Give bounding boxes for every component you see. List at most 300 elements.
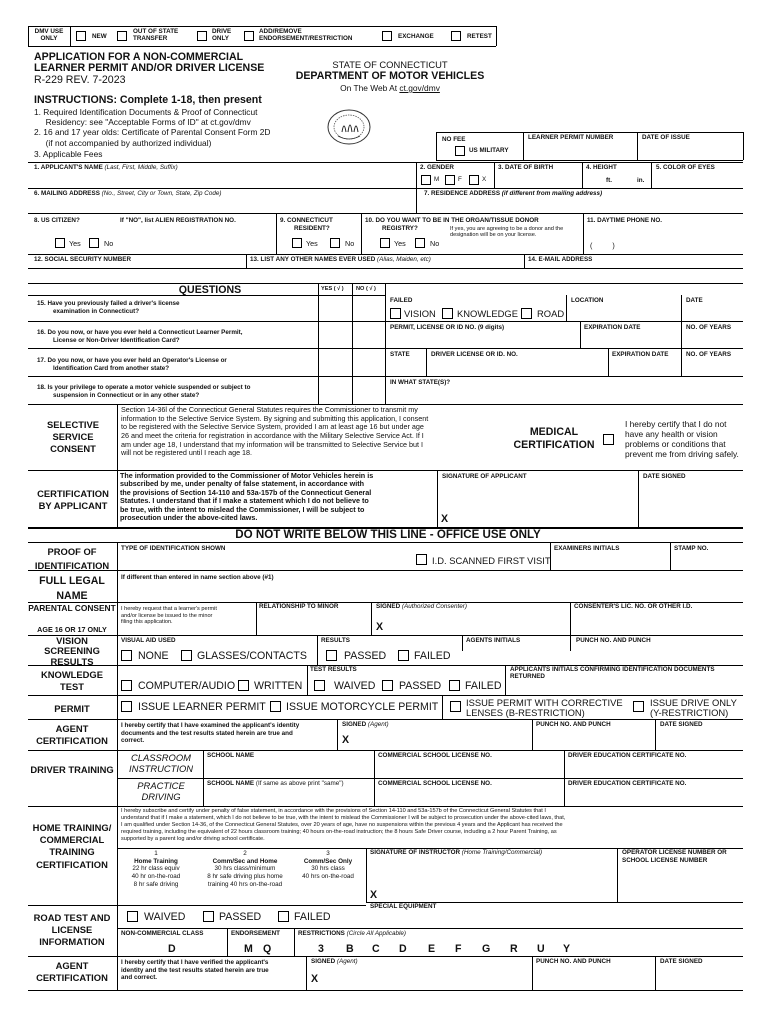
driver-license-id-label: DRIVER LICENSE OR ID. NO. [431, 351, 518, 358]
school-name-text: SCHOOL NAME [207, 780, 255, 787]
cert-line: prosecution under the above-cited laws. [120, 513, 258, 523]
issue-drive-only-line1: ISSUE DRIVE ONLY [650, 697, 737, 708]
class-d[interactable]: D [168, 943, 176, 955]
divider [532, 719, 533, 750]
gender-f-checkbox[interactable] [445, 175, 455, 185]
endorsement-m[interactable]: M [244, 943, 253, 955]
operator-license-label: OPERATOR LICENSE NUMBER OR [622, 849, 727, 856]
applicants-initials-label: APPLICANTS INITIALS CONFIRMING IDENTIFICATION DOCUMENTS RETURNED [510, 666, 715, 680]
endorsement-q[interactable]: Q [263, 943, 272, 955]
school-license-number-label: SCHOOL LICENSE NUMBER [622, 857, 708, 864]
f1-hint: (Last, First, Middle, Suffix) [104, 164, 178, 171]
driver-training-label: DRIVER TRAINING [30, 764, 114, 775]
restriction-y[interactable]: Y [563, 943, 571, 955]
agent-signature-x[interactable]: X [342, 734, 350, 746]
divider [70, 26, 71, 46]
row-border [28, 570, 743, 571]
examiners-initials-label: EXAMINERS INITIALS [554, 545, 620, 552]
date-of-issue-label: DATE OF ISSUE [642, 134, 690, 141]
divider [608, 348, 609, 376]
road-passed-label: PASSED [219, 911, 262, 923]
gender-x-label: X [482, 176, 487, 183]
medical-line: prevent me from driving safely. [625, 449, 739, 460]
daytime-phone-label: 11. DAYTIME PHONE NO. [587, 217, 662, 224]
home-col-line: 2 [243, 850, 247, 857]
agent-cert2-line: and correct. [121, 974, 158, 982]
same-hint: (If same as above print "same") [255, 780, 344, 787]
agent2-signature-x[interactable]: X [311, 973, 319, 985]
knowledge-waived-checkbox[interactable] [314, 680, 325, 691]
banner-bottom [28, 542, 743, 543]
restrictions-label [298, 931, 406, 938]
row-border [28, 162, 743, 163]
glasses-label: GLASSES/CONTACTS [197, 650, 307, 662]
expiration-date-label-2: EXPIRATION DATE [612, 351, 669, 358]
agent2-date-signed-label: DATE SIGNED [660, 958, 703, 965]
restriction-u[interactable]: U [537, 943, 545, 955]
divider [306, 956, 307, 990]
new-checkbox[interactable] [76, 31, 86, 41]
citizen-yes-label: Yes [69, 239, 81, 248]
failed-road-checkbox[interactable] [521, 308, 532, 319]
home-training-label: HOME TRAINING/ COMMERCIAL TRAINING CERTIFICATION [32, 822, 112, 870]
retest-label: RETEST [467, 33, 492, 40]
home-col-line: training 40 hrs on-the-road [207, 880, 283, 888]
issue-corrective-line2: LENSES (B-RESTRICTION) [466, 707, 585, 718]
written-checkbox[interactable] [238, 680, 249, 691]
form-title-2: LEARNER PERMIT AND/OR DRIVER LICENSE [34, 62, 265, 74]
failed-vision-checkbox[interactable] [390, 308, 401, 319]
row-border [28, 268, 743, 269]
row-border [28, 750, 743, 751]
knowledge-passed-checkbox[interactable] [382, 680, 393, 691]
parental-signature-x[interactable]: X [376, 621, 384, 633]
vision-none-checkbox[interactable] [121, 650, 132, 661]
row-border [28, 695, 743, 696]
gender-x-checkbox[interactable] [469, 175, 479, 185]
road-waived-checkbox[interactable] [127, 911, 138, 922]
computer-audio-checkbox[interactable] [121, 680, 132, 691]
sig-instructor-text: SIGNATURE OF INSTRUCTOR [370, 849, 461, 856]
citizen-yes-checkbox[interactable] [55, 238, 65, 248]
state-label: STATE [390, 351, 410, 358]
divider [651, 162, 652, 188]
agent-hint: (Agent) [367, 721, 389, 728]
permit-license-id-label: PERMIT, LICENSE OR ID NO. (9 digits) [390, 324, 505, 331]
classroom-instruction-label: CLASSROOM INSTRUCTION [128, 752, 194, 774]
height-label: 4. HEIGHT [586, 164, 617, 171]
ct-resident-label-1: 9. CONNECTICUT [280, 217, 333, 224]
driver-ed-cert-label-2: DRIVER EDUCATION CERTIFICATE NO. [568, 780, 687, 787]
divider [638, 470, 639, 527]
practice-driving-label: PRACTICE DRIVING [137, 780, 185, 802]
divider [523, 132, 524, 160]
question-15-line1: 15. Have you previously failed a driver's license [37, 300, 180, 307]
special-equipment-label: SPECIAL EQUIPMENT [370, 903, 437, 910]
divider [743, 132, 744, 160]
office-use-banner: DO NOT WRITE BELOW THIS LINE - OFFICE USE ONLY [235, 528, 541, 541]
date-label: DATE [686, 297, 703, 304]
home-text-line: I am qualified under Section 14-36, of the Connecticut General Statutes, over 20 years of age, have no suspensions within the previous 4 years and the Applicant has received the [121, 821, 563, 828]
organ-donor-label-1: 10. DO YOU WANT TO BE IN THE ORGAN/TISSUE DONOR [365, 217, 539, 224]
home-text-line: I hereby subscribe and certify under penalty of false statement, in accordance with the provisions of Section 14-110 and 53a-157b of the Connecticut General Statutes that I [121, 808, 546, 814]
no-of-years-label: NO. OF YEARS [686, 324, 732, 331]
school-name-label: SCHOOL NAME [207, 752, 255, 759]
home-text-line: understand that if I make a statement, which I do not believe to be true, with the intent to mislead the Commissioner I will be subject to prosecution under the above-cited laws, that, [121, 814, 566, 821]
website-line [300, 84, 480, 93]
drive-only-checkbox[interactable] [197, 31, 207, 41]
selective-line: information to the Selective Service System. By signing and submitting this application, I consent [121, 413, 429, 423]
divider [385, 283, 386, 404]
resident-yes-checkbox[interactable] [292, 238, 302, 248]
f13-text: 13. LIST ANY OTHER NAMES EVER USED [250, 256, 376, 263]
bottom-border [28, 990, 743, 991]
signed-text: SIGNED [342, 721, 367, 728]
website-link[interactable]: ct.gov/dmv [399, 83, 440, 93]
selective-line: Section 14-36l of the Connecticut General Statutes requires the Commissioner to transmit my [121, 405, 418, 414]
failed-label: FAILED [390, 297, 413, 304]
f6-hint: (No., Street, City or Town, State, Zip Code) [101, 190, 222, 197]
divider [117, 404, 118, 527]
divider [318, 283, 319, 404]
agent-certification-2-label: AGENT CERTIFICATION [36, 960, 108, 984]
divider [246, 254, 247, 268]
website-prefix: On The Web At [340, 83, 400, 93]
knowledge-waived-label: WAIVED [334, 680, 376, 692]
medical-line: problems or conditions that [625, 439, 726, 450]
instruction-line: (if not accompanied by authorized individual) [34, 138, 212, 148]
divider [416, 162, 417, 188]
divider [307, 665, 308, 695]
agent2-signed-label [311, 959, 358, 966]
divider [227, 928, 228, 956]
out-of-state-label: OUT OF STATE TRANSFER [133, 28, 179, 42]
restriction-f[interactable]: F [455, 943, 462, 955]
divider [583, 213, 584, 254]
visual-aid-label: VISUAL AID USED [121, 637, 176, 644]
restriction-e[interactable]: E [428, 943, 436, 955]
id-scanned-checkbox[interactable] [416, 554, 427, 565]
divider [494, 162, 495, 188]
knowledge-failed-checkbox[interactable] [449, 680, 460, 691]
home-col-line: 30 hrs class/minimum [214, 865, 276, 873]
home-col-3 [292, 850, 364, 881]
issue-learner-label: ISSUE LEARNER PERMIT [138, 701, 266, 713]
medical-certification-checkbox[interactable] [603, 434, 614, 445]
donor-no-checkbox[interactable] [415, 238, 425, 248]
us-military-label: US MILITARY [469, 147, 509, 154]
department-name: DEPARTMENT OF MOTOR VEHICLES [295, 70, 485, 82]
divider [566, 295, 567, 321]
knowledge-test-label: KNOWLEDGE TEST [41, 669, 103, 693]
f13-hint: (Alias, Maiden, etc) [377, 256, 431, 263]
selective-line: to be registered with the Selective Service System, provided I am at least age 16 but under age [121, 422, 424, 432]
f7-text: 7. RESIDENCE ADDRESS [424, 190, 501, 197]
donor-yes-checkbox[interactable] [380, 238, 390, 248]
restriction-b[interactable]: B [346, 943, 354, 955]
question-18-line1: 18. Is your privilege to operate a motor vehicle suspended or subject to [37, 384, 251, 391]
top-border [28, 26, 496, 27]
row-border [28, 188, 743, 189]
medical-label-2: CERTIFICATION [513, 439, 595, 451]
divider [361, 213, 362, 254]
home-col-line: 30 hrs class [311, 865, 345, 873]
home-text-line: required training, including the equivalent of 22 hours classroom training; 40 hours on-the-road instruction; the 8 hours Safe Driver course, including a 2 hour Parent Training, as [121, 828, 557, 835]
no-column-header: NO ( √ ) [356, 286, 376, 292]
parental-line: and/or license be issued to the minor [121, 612, 213, 619]
agent-cert-line: documents and the test results stated herein are true and [121, 729, 293, 737]
restriction-d[interactable]: D [399, 943, 407, 955]
home-col-line: 22 hr class equiv [132, 865, 180, 873]
divider [436, 132, 437, 160]
fee-box-top [436, 132, 743, 133]
road-waived-label: WAIVED [144, 911, 186, 923]
row-border [28, 635, 743, 636]
applicant-name-label [34, 165, 178, 172]
agent-certification-2-text [121, 959, 269, 982]
resident-no-label: No [345, 239, 355, 248]
resident-yes-label: Yes [306, 239, 318, 248]
exchange-label: EXCHANGE [398, 33, 434, 40]
divider [426, 348, 427, 376]
phone-area-code[interactable]: ( ) [590, 241, 615, 250]
dmv-use-only-label: DMV USE ONLY [34, 28, 64, 42]
relationship-to-minor-label: RELATIONSHIP TO MINOR [259, 603, 339, 610]
divider [570, 635, 571, 651]
state-seal-icon [326, 108, 372, 146]
row-border [118, 928, 743, 929]
home-col-2 [194, 850, 296, 888]
commercial-school-license-label-2: COMMERCIAL SCHOOL LICENSE NO. [378, 780, 492, 787]
issue-motorcycle-label: ISSUE MOTORCYCLE PERMIT [286, 701, 439, 713]
state-name: STATE OF CONNECTICUT [332, 59, 448, 70]
vision-failed-checkbox[interactable] [398, 650, 409, 661]
question-17-line1: 17. Do you now, or have you ever held an Operator's License or [37, 357, 227, 364]
parental-age-label: AGE 16 OR 17 ONLY [37, 625, 107, 634]
agent-certification-label: AGENT CERTIFICATION [36, 723, 108, 747]
divider [505, 665, 506, 695]
gender-m-label: M [434, 176, 440, 183]
selective-line: will not be registered until I reach age 18. [121, 448, 253, 458]
computer-audio-label: COMPUTER/AUDIO [138, 680, 236, 692]
out-of-state-checkbox[interactable] [117, 31, 127, 41]
row-border [28, 348, 743, 349]
agent-date-signed-label: DATE SIGNED [660, 721, 703, 728]
restriction-c[interactable]: C [372, 943, 380, 955]
yes-column-header: YES ( √ ) [321, 286, 344, 292]
gender-f-label: F [458, 176, 462, 183]
school-name-same-label [207, 781, 344, 788]
vision-passed-label: PASSED [344, 650, 387, 662]
exchange-checkbox[interactable] [382, 31, 392, 41]
agent-signed-label [342, 722, 389, 729]
cert-line: be true, with the intent to mislead the Commissioner, I will be subject to [120, 504, 365, 514]
divider [580, 321, 581, 348]
issue-learner-checkbox[interactable] [121, 701, 132, 712]
divider [337, 719, 338, 750]
parental-line: I hereby request that a learner's permit [121, 606, 217, 612]
selective-service-text [121, 406, 506, 458]
home-col-line: 40 hrs on-the-road [302, 873, 354, 881]
questions-header: QUESTIONS [178, 284, 242, 296]
organ-donor-label-2: REGISTRY? [382, 225, 418, 232]
medical-label-1: MEDICAL [529, 426, 579, 438]
donor-yes-label: Yes [394, 239, 406, 248]
home-text-line: supported by a parent log and/or driving school certificate. [121, 835, 265, 842]
stamp-no-label: STAMP NO. [674, 545, 709, 552]
proof-of-id-label: PROOF OF IDENTIFICATION [34, 546, 110, 572]
no-of-years-label-2: NO. OF YEARS [686, 351, 732, 358]
no-fee-label: NO FEE [442, 136, 466, 143]
in-what-states-label: IN WHAT STATE(S)? [390, 379, 451, 386]
row-border [28, 213, 743, 214]
full-legal-name-label: FULL LEGAL NAME [39, 575, 105, 602]
eye-color-label: 5. COLOR OF EYES [656, 164, 715, 171]
f7-hint: (if different from mailing address) [501, 190, 603, 197]
divider [371, 602, 372, 635]
us-military-checkbox[interactable] [455, 146, 465, 156]
restriction-3[interactable]: 3 [318, 943, 324, 955]
signed-text: SIGNED [376, 603, 401, 610]
retest-checkbox[interactable] [451, 31, 461, 41]
learner-permit-number-label: LEARNER PERMIT NUMBER [528, 134, 614, 141]
divider [670, 542, 671, 570]
instructions-title: INSTRUCTIONS: Complete 1-18, then present [34, 94, 262, 106]
full-legal-name-hint: If different than entered in name section above (#1) [121, 574, 274, 581]
home-col-line: Comm/Sec and Home [212, 857, 278, 865]
agent-cert2-line: identity and the test results stated herein are true [121, 966, 269, 974]
citizen-no-label: No [104, 239, 114, 248]
medical-line: have any health or vision [625, 429, 718, 440]
id-scanned-label: I.D. SCANNED FIRST VISIT [432, 555, 551, 566]
drive-only-label: DRIVE ONLY [212, 28, 232, 42]
parental-line: filing this application. [121, 619, 173, 626]
road-passed-checkbox[interactable] [203, 911, 214, 922]
office-left-divider [117, 542, 118, 990]
divider [276, 213, 277, 254]
agent2-punch-label: PUNCH NO. AND PUNCH [536, 958, 611, 965]
alien-registration-label: If "NO", list ALIEN REGISTRATION NO. [120, 217, 236, 224]
divider [294, 928, 295, 956]
divider [462, 635, 463, 651]
instruction-line: 1. Required Identification Documents & Proof of Connecticut [34, 107, 258, 117]
row-border [28, 321, 743, 322]
failed-road-label: ROAD [537, 308, 565, 319]
add-remove-label: ADD/REMOVE ENDORSEMENT/RESTRICTION [259, 28, 353, 42]
gender-m-checkbox[interactable] [421, 175, 431, 185]
home-col-line: 3 [326, 850, 330, 857]
divider [416, 188, 417, 213]
date-signed-label: DATE SIGNED [643, 473, 686, 480]
restrictions-hint: (Circle All Applicable) [346, 930, 407, 937]
issue-motorcycle-checkbox[interactable] [270, 701, 281, 712]
new-label: NEW [92, 33, 107, 40]
vision-passed-checkbox[interactable] [326, 650, 337, 661]
divider [570, 602, 571, 635]
vision-screening-label: VISION SCREENING RESULTS [44, 635, 100, 667]
home-col-line: 8 hr safe driving plus home [207, 873, 283, 881]
row-border [28, 254, 743, 255]
signature-x[interactable]: X [441, 513, 449, 525]
divider [681, 348, 682, 376]
issue-drive-only-checkbox[interactable] [633, 701, 644, 712]
glasses-checkbox[interactable] [181, 650, 192, 661]
instructor-signature-x[interactable]: X [370, 889, 378, 901]
divider [681, 295, 682, 321]
divider [524, 254, 525, 268]
failed-knowledge-checkbox[interactable] [442, 308, 453, 319]
row-border [28, 806, 743, 807]
vision-none-label: NONE [138, 650, 169, 662]
sig-instructor-hint: (Home Training/Commercial) [461, 849, 543, 856]
row-border [28, 719, 743, 720]
add-remove-checkbox[interactable] [244, 31, 254, 41]
restrictions-text: RESTRICTIONS [298, 930, 345, 937]
restriction-g[interactable]: G [482, 943, 491, 955]
date-of-birth-label: 3. DATE OF BIRTH [498, 164, 554, 171]
commercial-school-license-label: COMMERCIAL SCHOOL LICENSE NO. [378, 752, 492, 759]
mailing-address-label [34, 191, 221, 198]
selective-line: 26 and meet the criteria for registration in accordance with the Military Selective Service Act. If I [121, 430, 424, 440]
agent-cert-line: I hereby certify that I have examined the applicant's identity [121, 722, 300, 729]
donor-no-label: No [430, 239, 440, 248]
endorsement-label: ENDORSEMENT [231, 930, 280, 937]
non-commercial-class-label: NON-COMMERCIAL CLASS [121, 930, 204, 937]
type-of-id-label: TYPE OF IDENTIFICATION SHOWN [121, 545, 226, 552]
divider [28, 26, 29, 46]
knowledge-passed-label: PASSED [399, 680, 442, 692]
divider [366, 848, 367, 902]
row-border [28, 295, 385, 296]
consenter-hint: (Authorized Consenter) [401, 603, 468, 610]
home-col-line: 8 hr safe driving [133, 880, 179, 888]
residence-address-label [424, 191, 602, 198]
f1-text: 1. APPLICANT'S NAME [34, 164, 103, 171]
selective-line: am under age 18, I understand that my information will be transmitted to Selective Service but I [121, 439, 424, 449]
permit-label: PERMIT [54, 703, 90, 714]
divider [655, 956, 656, 990]
divider [352, 283, 353, 404]
consenter-lic-label: CONSENTER'S LIC. NO. OR OTHER I.D. [574, 603, 693, 610]
signed-text: SIGNED [311, 958, 336, 965]
instructor-signature-label [370, 850, 542, 857]
road-test-label: ROAD TEST AND LICENSE INFORMATION [33, 912, 111, 948]
issue-corrective-line1: ISSUE PERMIT WITH CORRECTIVE [466, 697, 623, 708]
question-17-line2: Identification Card from another state? [53, 365, 170, 372]
agents-initials-label: AGENTS INITIALS [466, 637, 521, 644]
road-failed-checkbox[interactable] [278, 911, 289, 922]
divider [317, 635, 318, 665]
cert-line: The information provided to the Commissioner of Motor Vehicles herein is [120, 471, 374, 480]
row-border [118, 778, 743, 779]
issue-corrective-checkbox[interactable] [450, 701, 461, 712]
divider [437, 470, 438, 527]
cert-line: Statutes. I understand that if I make a statement which I do not believe to [120, 496, 369, 506]
divider [637, 132, 638, 160]
gender-label: 2. GENDER [420, 164, 454, 171]
home-training-text [121, 808, 741, 843]
citizen-no-checkbox[interactable] [89, 238, 99, 248]
restriction-r[interactable]: R [510, 943, 518, 955]
vision-results-label: RESULTS [321, 637, 350, 644]
resident-no-checkbox[interactable] [330, 238, 340, 248]
f6-text: 6. MAILING ADDRESS [34, 190, 100, 197]
divider [681, 321, 682, 348]
agent-cert2-line: I hereby certify that I have verified the applicant's [121, 959, 269, 966]
fee-box-bottom [436, 160, 743, 161]
question-15-line2: examination in Connecticut? [53, 308, 140, 315]
vision-failed-label: FAILED [414, 650, 451, 662]
